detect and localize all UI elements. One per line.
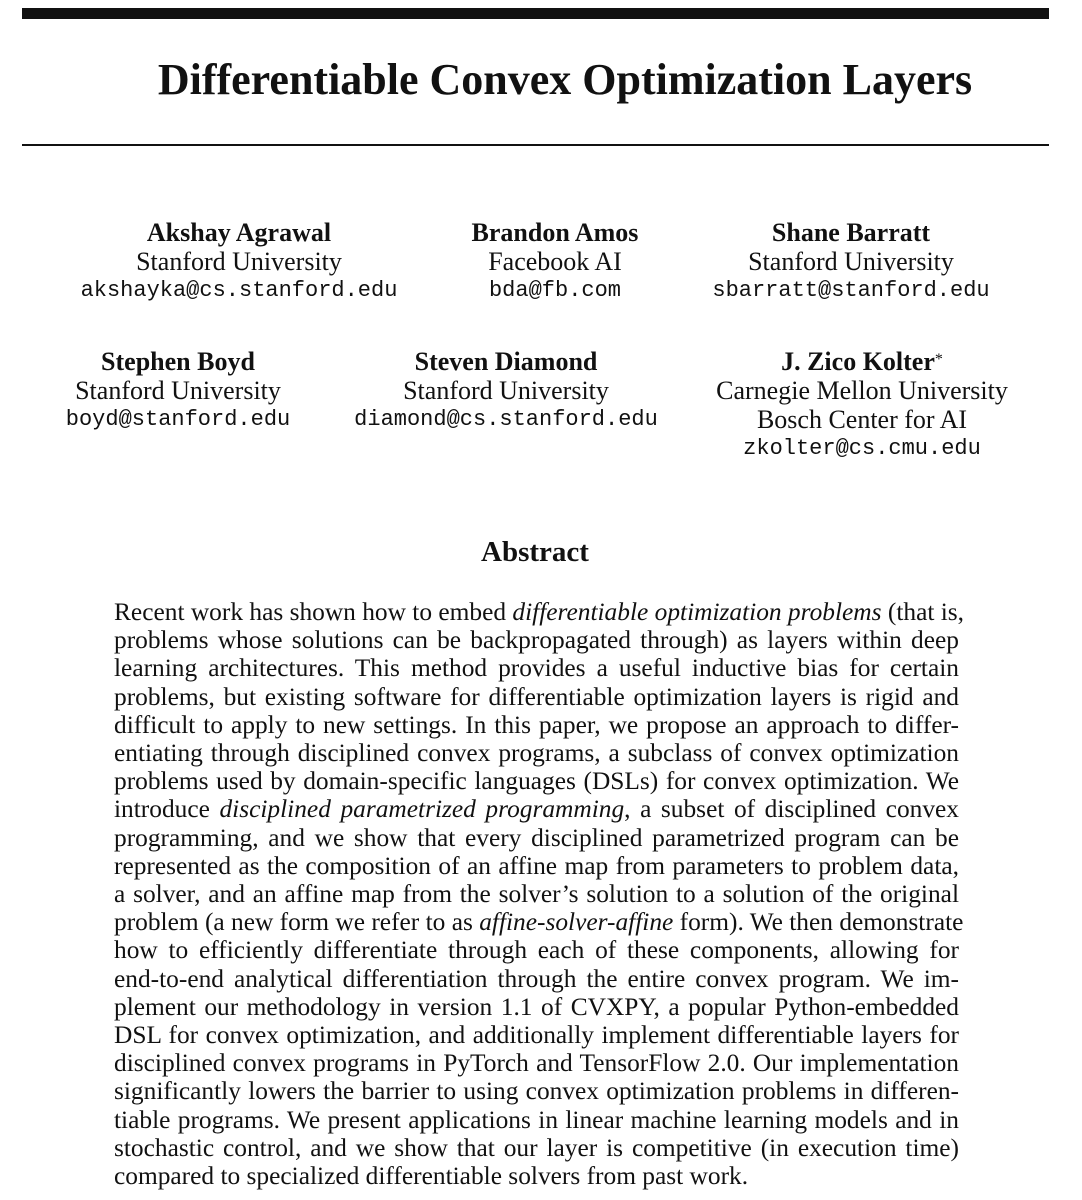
- abstract-segment: stochastic control, and we show that our layer is competitive (in execution time): [114, 1133, 959, 1162]
- abstract-line: [114, 965, 959, 993]
- abstract-line: [114, 626, 959, 654]
- abstract-segment: entiating through disciplined convex programs, a subclass of convex optimization: [114, 739, 959, 768]
- author-name: Shane Barratt: [771, 218, 931, 247]
- author-name: Stephen Boyd: [101, 347, 255, 376]
- abstract-segment: (that is,: [881, 598, 965, 626]
- author-name: Steven Diamond: [414, 347, 598, 376]
- author-email: boyd@stanford.edu: [65, 407, 291, 432]
- paper-title: Differentiable Convex Optimization Layers: [157, 55, 973, 104]
- author-name-text: J. Zico Kolter: [781, 347, 935, 376]
- abstract-segment: introduce: [114, 795, 220, 824]
- author-email: akshayka@cs.stanford.edu: [80, 278, 398, 303]
- abstract-line: [114, 852, 959, 880]
- abstract-emphasis: disciplined parametrized programming: [219, 795, 625, 824]
- author-name: Akshay Agrawal: [146, 218, 332, 247]
- abstract-line: [114, 598, 965, 626]
- abstract-segment: compared to specialized differentiable solvers from past work.: [114, 1162, 749, 1191]
- abstract-segment: programming, and we show that every disciplined parametrized program can be: [114, 823, 959, 852]
- abstract-text: [114, 598, 965, 1191]
- abstract-line: [114, 1077, 959, 1105]
- author-affiliation: Facebook AI: [488, 247, 622, 276]
- author-email: bda@fb.com: [488, 278, 622, 303]
- abstract-segment: problem (a new form we refer to as: [114, 908, 480, 937]
- abstract-line: [114, 1049, 959, 1077]
- top-rule: [22, 8, 1049, 19]
- abstract-segment: significantly lowers the barrier to using convex optimization problems in differen-: [114, 1077, 959, 1106]
- abstract-line: [114, 1162, 959, 1190]
- abstract-line: [114, 936, 959, 964]
- abstract-line: [114, 1021, 959, 1049]
- abstract-segment: plement our methodology in version 1.1 of CVXPY, a popular Python-embedded: [114, 992, 959, 1021]
- abstract-segment: Recent work has shown how to embed: [114, 598, 513, 626]
- author-affiliation: Carnegie Mellon University: [716, 376, 1008, 405]
- abstract-line: [114, 1134, 959, 1162]
- author-name: Brandon Amos: [471, 218, 639, 247]
- abstract-segment: form). We then demonstrate: [673, 908, 964, 937]
- abstract-line: [114, 993, 959, 1021]
- footnote-mark: *: [934, 351, 943, 368]
- author-block: [661, 218, 1041, 305]
- author-name: [672, 347, 1052, 376]
- author-email: sbarratt@stanford.edu: [712, 278, 990, 303]
- abstract-emphasis: differentiable optimization problems: [512, 598, 882, 626]
- title-bottom-rule: [22, 144, 1049, 146]
- author-affiliation: Stanford University: [136, 247, 342, 276]
- abstract-line: [114, 795, 959, 823]
- author-block: [0, 347, 368, 434]
- author-block: [316, 347, 696, 434]
- abstract-emphasis: affine-solver-affine: [479, 908, 674, 937]
- abstract-segment: difficult to apply to new settings. In this paper, we propose an approach to differ-: [114, 710, 959, 739]
- abstract-segment: end-to-end analytical differentiation through the entire convex program. We im-: [114, 964, 959, 993]
- abstract-segment: problems used by domain-specific languages (DSLs) for convex optimization. We: [114, 767, 959, 796]
- abstract-line: [114, 1106, 959, 1134]
- abstract-line: [114, 824, 959, 852]
- abstract-segment: how to efficiently differentiate through each of these components, allowing for: [114, 936, 959, 965]
- abstract-segment: tiable programs. We present applications in linear machine learning models and in: [114, 1105, 959, 1134]
- abstract-segment: learning architectures. This method provides a useful inductive bias for certain: [114, 654, 959, 683]
- abstract-line: [114, 683, 959, 711]
- author-email: zkolter@cs.cmu.edu: [743, 436, 981, 461]
- author-affiliation: Stanford University: [75, 376, 281, 405]
- author-affiliation: Bosch Center for AI: [756, 405, 968, 434]
- abstract-line: [114, 654, 959, 682]
- abstract-segment: a solver, and an affine map from the solver’s solution to a solution of the original: [114, 880, 959, 909]
- abstract-heading: Abstract: [481, 536, 589, 568]
- abstract-segment: disciplined convex programs in PyTorch and TensorFlow 2.0. Our implementation: [114, 1049, 959, 1078]
- abstract-segment: problems, but existing software for differentiable optimization layers is rigid and: [114, 682, 959, 711]
- abstract-segment: problems whose solutions can be backpropagated through) as layers within deep: [114, 626, 959, 655]
- abstract-line: [114, 908, 964, 937]
- abstract-line: [114, 767, 959, 795]
- author-email: diamond@cs.stanford.edu: [354, 407, 658, 432]
- abstract-segment: represented as the composition of an affine map from parameters to problem data,: [114, 851, 959, 880]
- author-affiliation: Stanford University: [748, 247, 954, 276]
- abstract-line: [114, 711, 959, 739]
- abstract-line: [114, 880, 959, 908]
- author-affiliation: Stanford University: [403, 376, 609, 405]
- abstract-segment: DSL for convex optimization, and additionally implement differentiable layers for: [114, 1021, 959, 1050]
- abstract-line: [114, 739, 959, 767]
- author-block: [672, 347, 1052, 463]
- abstract-segment: , a subset of disciplined convex: [624, 795, 959, 824]
